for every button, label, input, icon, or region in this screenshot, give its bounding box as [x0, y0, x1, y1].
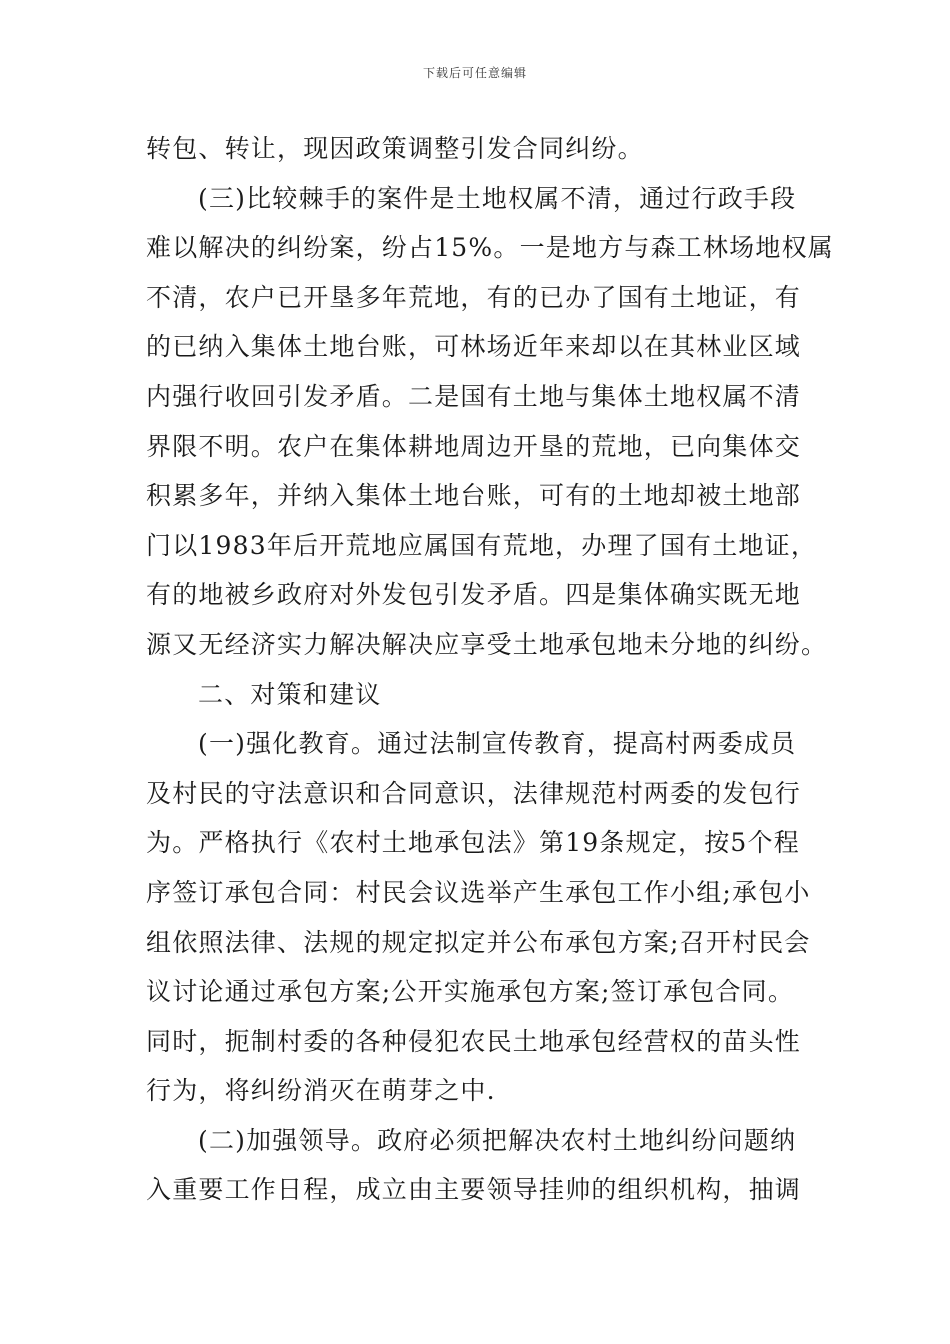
- text-line: 为。严格执行《农村土地承包法》第19条规定，按5个程: [146, 828, 800, 858]
- text-line: 同时，扼制村委的各种侵犯农民土地承包经营权的苗头性: [146, 1026, 802, 1056]
- page-header: 下载后可任意编辑: [422, 66, 527, 80]
- text-line: (三)比较棘手的案件是土地权属不清，通过行政手段: [198, 183, 797, 213]
- section-heading: 二、对策和建议: [198, 679, 382, 709]
- text-line: 行为，将纠纷消灭在萌芽之中.: [146, 1076, 496, 1106]
- document-body: [146, 124, 834, 1215]
- text-line: 门以1983年后开荒地应属国有荒地，办理了国有土地证，: [146, 530, 818, 560]
- text-line: 的已纳入集体土地台账，可林场近年来却以在其林业区域: [146, 332, 802, 362]
- text-line: 转包、转让，现因政策调整引发合同纠纷。: [146, 134, 644, 163]
- text-line: 有的地被乡政府对外发包引发矛盾。四是集体确实既无地: [146, 580, 802, 610]
- text-line: 序签订承包合同：村民会议选举产生承包工作小组;承包小: [146, 877, 811, 907]
- text-line: 界限不明。农户在集体耕地周边开垦的荒地，已向集体交: [146, 431, 802, 461]
- text-line: (二)加强领导。政府必须把解决农村土地纠纷问题纳: [198, 1125, 797, 1155]
- text-line: 不清，农户已开垦多年荒地，有的已办了国有土地证，有: [146, 282, 802, 312]
- text-line: 源又无经济实力解决解决应享受土地承包地未分地的纠纷。: [146, 629, 828, 659]
- text-line: 难以解决的纠纷案，纷占15%。一是地方与森工林场地权属: [146, 233, 834, 263]
- text-line: 及村民的守法意识和合同意识，法律规范村两委的发包行: [146, 778, 802, 808]
- text-line: 议讨论通过承包方案;公开实施承包方案;签订承包合同。: [146, 977, 795, 1007]
- text-line: (一)强化教育。通过法制宣传教育，提高村两委成员: [198, 729, 797, 759]
- text-line: 组依照法律、法规的规定拟定并公布承包方案;召开村民会: [146, 927, 811, 957]
- text-line: 入重要工作日程，成立由主要领导挂帅的组织机构，抽调: [146, 1175, 802, 1205]
- text-line: 积累多年，并纳入集体土地台账，可有的土地却被土地部: [146, 481, 802, 511]
- text-line: 内强行收回引发矛盾。二是国有土地与集体土地权属不清: [146, 381, 802, 411]
